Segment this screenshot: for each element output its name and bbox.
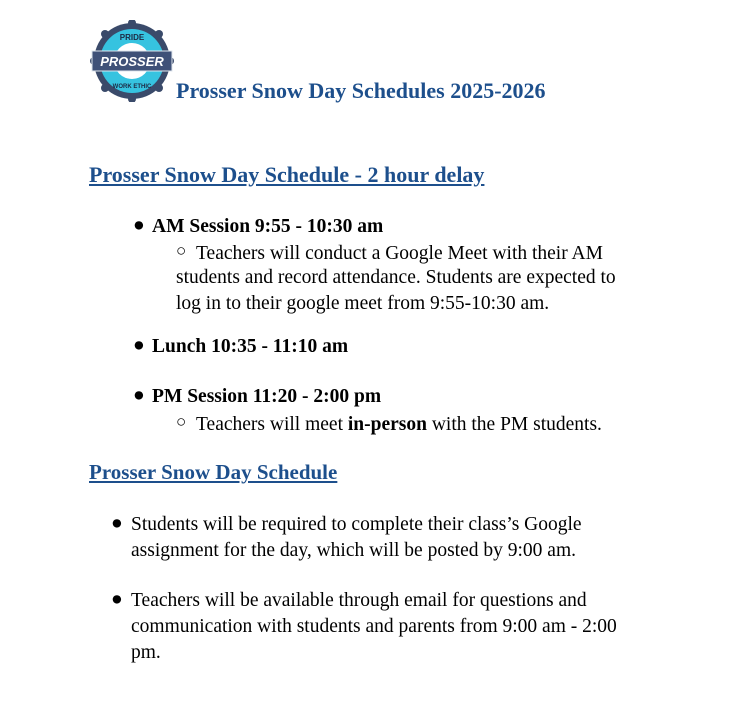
- bullet-icon: ●: [133, 215, 145, 236]
- am-session-detail-line: log in to their google meet from 9:55-10:30 am.: [176, 293, 550, 314]
- pm-session-detail: [196, 411, 602, 439]
- teachers-item-line: pm.: [131, 642, 161, 663]
- pm-detail-post: with the PM students.: [426, 414, 602, 435]
- bullet-icon: ●: [111, 513, 123, 534]
- svg-text:WORK ETHIC: WORK ETHIC: [112, 84, 152, 90]
- prosser-pride-logo: [90, 20, 174, 102]
- students-item-line: Students will be required to complete their class’s Google: [131, 514, 582, 535]
- pm-detail-pre: Teachers will meet: [196, 414, 348, 435]
- teachers-item-line: Teachers will be available through email for questions and: [131, 590, 587, 611]
- bullet-icon: ●: [133, 385, 145, 406]
- snow-day-heading[interactable]: Prosser Snow Day Schedule: [89, 460, 338, 484]
- circle-bullet-icon: ○: [176, 241, 187, 260]
- am-session-detail-line: students and record attendance. Students are expected to: [176, 267, 616, 288]
- pm-detail-bold: in-person: [347, 414, 427, 435]
- students-item-line: assignment for the day, which will be posted by 9:00 am.: [131, 540, 576, 561]
- teachers-item-line: communication with students and parents from 9:00 am - 2:00: [131, 616, 617, 637]
- pm-session-item: PM Session 11:20 - 2:00 pm: [152, 386, 382, 407]
- circle-bullet-icon: ○: [176, 412, 187, 431]
- svg-text:PROSSER: PROSSER: [100, 54, 164, 69]
- svg-text:PRIDE: PRIDE: [119, 33, 145, 42]
- am-session-detail-line: Teachers will conduct a Google Meet with their AM: [196, 243, 603, 264]
- page-title: Prosser Snow Day Schedules 2025-2026: [176, 78, 546, 103]
- bullet-icon: ●: [133, 335, 145, 356]
- am-session-item: AM Session 9:55 - 10:30 am: [152, 216, 384, 237]
- lunch-item: Lunch 10:35 - 11:10 am: [152, 336, 349, 357]
- bullet-icon: ●: [111, 589, 123, 610]
- two-hour-delay-heading[interactable]: Prosser Snow Day Schedule - 2 hour delay: [89, 162, 485, 187]
